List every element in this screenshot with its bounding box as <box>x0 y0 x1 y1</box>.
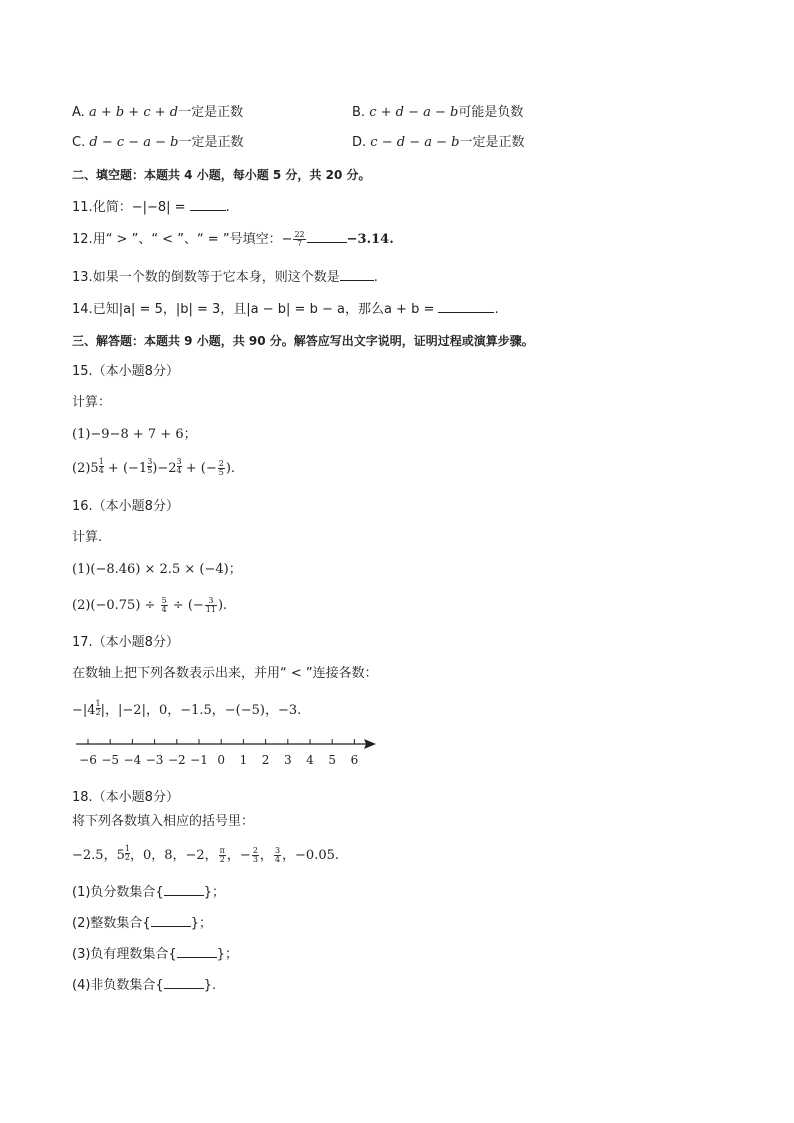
question-number: 13. <box>72 270 93 285</box>
number-line-label: 6 <box>350 753 359 767</box>
fraction-numerator: 3 <box>176 457 182 466</box>
question-14 <box>72 300 499 319</box>
question-17-numbers <box>72 699 302 720</box>
question-12 <box>72 230 394 249</box>
question-15-part-2 <box>72 457 236 478</box>
choice-a <box>72 104 243 122</box>
fraction-numerator: 3 <box>205 597 217 606</box>
choice-b <box>352 104 523 122</box>
expr-part: ). <box>225 461 236 476</box>
punctuation: . <box>494 302 499 317</box>
fraction-numerator: π <box>219 846 225 855</box>
fraction-denominator: 11 <box>205 605 216 614</box>
fraction <box>161 597 168 614</box>
choice-label: C. <box>72 135 86 150</box>
fraction <box>218 460 225 477</box>
number-line-label: −1 <box>190 753 208 767</box>
number-line-label: −2 <box>167 753 186 767</box>
set-label: (2)整数集合{ <box>72 916 151 931</box>
fraction <box>274 847 281 864</box>
choice-expr: d − c − a − b <box>89 135 179 150</box>
choice-expr: a + b + c + d <box>88 105 179 120</box>
question-17-header: 17.（本小题8分） <box>72 635 179 650</box>
fraction-denominator: 5 <box>218 468 224 477</box>
question-18-numbers <box>72 844 340 865</box>
fraction-denominator: 4 <box>98 466 104 475</box>
choice-label: A. <box>72 105 85 120</box>
set-close: }； <box>190 916 212 931</box>
question-text: 化简：−|−8| = <box>92 200 190 215</box>
question-number: 14. <box>72 302 93 317</box>
question-18-set-3 <box>72 945 238 964</box>
question-16-header: 16.（本小题8分） <box>72 499 179 514</box>
repeating-digit: 5. . <box>327 848 339 863</box>
number-line-label: 5 <box>328 753 337 767</box>
number-line-label: −6 <box>79 753 97 767</box>
number-line-label: 4 <box>306 753 314 767</box>
question-17-intro: 在数轴上把下列各数表示出来，并用“ < ”连接各数： <box>72 666 378 681</box>
expr-part: |，|−2|，0，−1.5，−(−5)，−3. <box>100 703 302 718</box>
question-16-part-2 <box>72 597 227 615</box>
expr-part: + (− <box>181 461 217 476</box>
number-line-label: 1 <box>239 753 248 767</box>
fraction-denominator: 4 <box>176 466 182 475</box>
fraction-denominator: 7 <box>297 239 303 248</box>
expr-part: ). <box>217 598 228 613</box>
fraction-denominator: 4 <box>161 605 167 614</box>
fraction-denominator: 2 <box>124 853 130 862</box>
set-close: }. <box>203 978 217 993</box>
question-15-header: 15.（本小题8分） <box>72 364 179 379</box>
answer-blank[interactable] <box>177 945 217 958</box>
fraction-numerator: 2 <box>218 459 224 468</box>
question-18-intro: 将下列各数填入相应的括号里： <box>72 814 255 829</box>
section-heading-solve: 三、解答题：本题共 9 小题，共 90 分。解答应写出文字说明，证明过程或演算步骤。 <box>72 334 534 348</box>
question-16-part-1: (1)(−8.46) × 2.5 × (−4)； <box>72 562 242 577</box>
question-text: 如果一个数的倒数等于它本身，则这个数是 <box>92 270 340 285</box>
choice-text: 一定是正数 <box>459 135 525 150</box>
question-number: 12. <box>72 232 93 247</box>
answer-blank[interactable] <box>164 883 204 896</box>
expr-part: ， <box>259 848 273 863</box>
fraction-numerator: 3 <box>147 457 153 466</box>
fraction-numerator: 1 <box>98 457 104 466</box>
choice-text: 一定是正数 <box>178 105 244 120</box>
expr-part: −|4 <box>72 703 96 718</box>
choice-c <box>72 134 244 152</box>
fraction-numerator: 1 <box>95 699 101 708</box>
choice-label: D. <box>352 135 367 150</box>
question-tail: −3.14. <box>346 232 394 247</box>
question-15-intro: 计算： <box>72 395 112 410</box>
section-heading-fill-in: 二、填空题：本题共 4 小题，每小题 5 分，共 20 分。 <box>72 168 371 182</box>
punctuation: . <box>373 270 378 285</box>
expr-part: ，−0.0 <box>282 848 327 863</box>
answer-blank[interactable] <box>340 268 374 281</box>
expr-part: (2)5 <box>72 461 99 476</box>
expr-part: (2)(−0.75) ÷ <box>72 598 160 613</box>
expr-part: −2.5，5 <box>72 848 125 863</box>
fraction-numerator: 3 <box>274 846 281 855</box>
number-line-label: 3 <box>283 753 292 767</box>
choice-label: B. <box>352 105 366 120</box>
fraction-denominator: 2 <box>95 708 101 717</box>
expr-part: ，0，8，−2， <box>129 848 218 863</box>
fraction <box>293 231 305 248</box>
question-18-header: 18.（本小题8分） <box>72 790 179 805</box>
question-15-part-1: (1)−9−8 + 7 + 6； <box>72 427 197 442</box>
answer-blank[interactable] <box>164 976 204 989</box>
number-line-label: −4 <box>123 753 142 767</box>
question-text: 用“ > ”、“ < ”、“ = ”号填空：− <box>92 232 293 247</box>
set-label: (4)非负数集合{ <box>72 978 164 993</box>
fraction-denominator: 3 <box>252 855 258 864</box>
fraction-numerator: 1 <box>124 844 130 853</box>
answer-blank[interactable] <box>307 230 347 243</box>
question-18-set-4 <box>72 976 216 995</box>
question-18-set-1 <box>72 883 225 902</box>
fraction <box>219 847 226 864</box>
question-number: 11. <box>72 200 93 215</box>
choice-expr: c − d − a − b <box>370 135 460 150</box>
number-line-label: −3 <box>145 753 164 767</box>
expr-part: + (−1 <box>103 461 148 476</box>
question-16-intro: 计算. <box>72 530 103 545</box>
question-11 <box>72 198 230 217</box>
set-close: }； <box>203 885 225 900</box>
question-text: 已知|a| = 5，|b| = 3，且|a − b| = b − a，那么a + b = <box>92 302 439 317</box>
set-close: }； <box>216 947 238 962</box>
number-line-label: 0 <box>217 753 226 767</box>
fraction-denominator: 2 <box>219 855 225 864</box>
choice-text: 可能是负数 <box>458 105 524 120</box>
answer-blank[interactable] <box>151 914 191 927</box>
number-line-label: −5 <box>101 753 120 767</box>
fraction-numerator: 22 <box>294 230 305 239</box>
fraction-denominator: 4 <box>274 855 281 864</box>
fraction <box>205 597 217 614</box>
fraction-numerator: 2 <box>252 846 258 855</box>
punctuation: . <box>225 200 230 215</box>
choice-expr: c + d − a − b <box>369 105 459 120</box>
choice-d <box>352 134 524 152</box>
number-line-label: 2 <box>261 753 270 767</box>
set-label: (3)负有理数集合{ <box>72 947 177 962</box>
question-13 <box>72 268 378 287</box>
fraction <box>252 847 259 864</box>
number-line <box>68 734 380 770</box>
expr-part: ÷ (− <box>168 598 204 613</box>
fraction-numerator: 5 <box>161 596 167 605</box>
set-label: (1)负分数集合{ <box>72 885 164 900</box>
choice-text: 一定是正数 <box>178 135 244 150</box>
expr-part: ，− <box>226 848 251 863</box>
question-18-set-2 <box>72 914 212 933</box>
answer-blank[interactable] <box>190 198 226 211</box>
expr-part: )−2 <box>152 461 177 476</box>
answer-blank[interactable] <box>438 300 494 313</box>
fraction-denominator: 5 <box>147 466 153 475</box>
